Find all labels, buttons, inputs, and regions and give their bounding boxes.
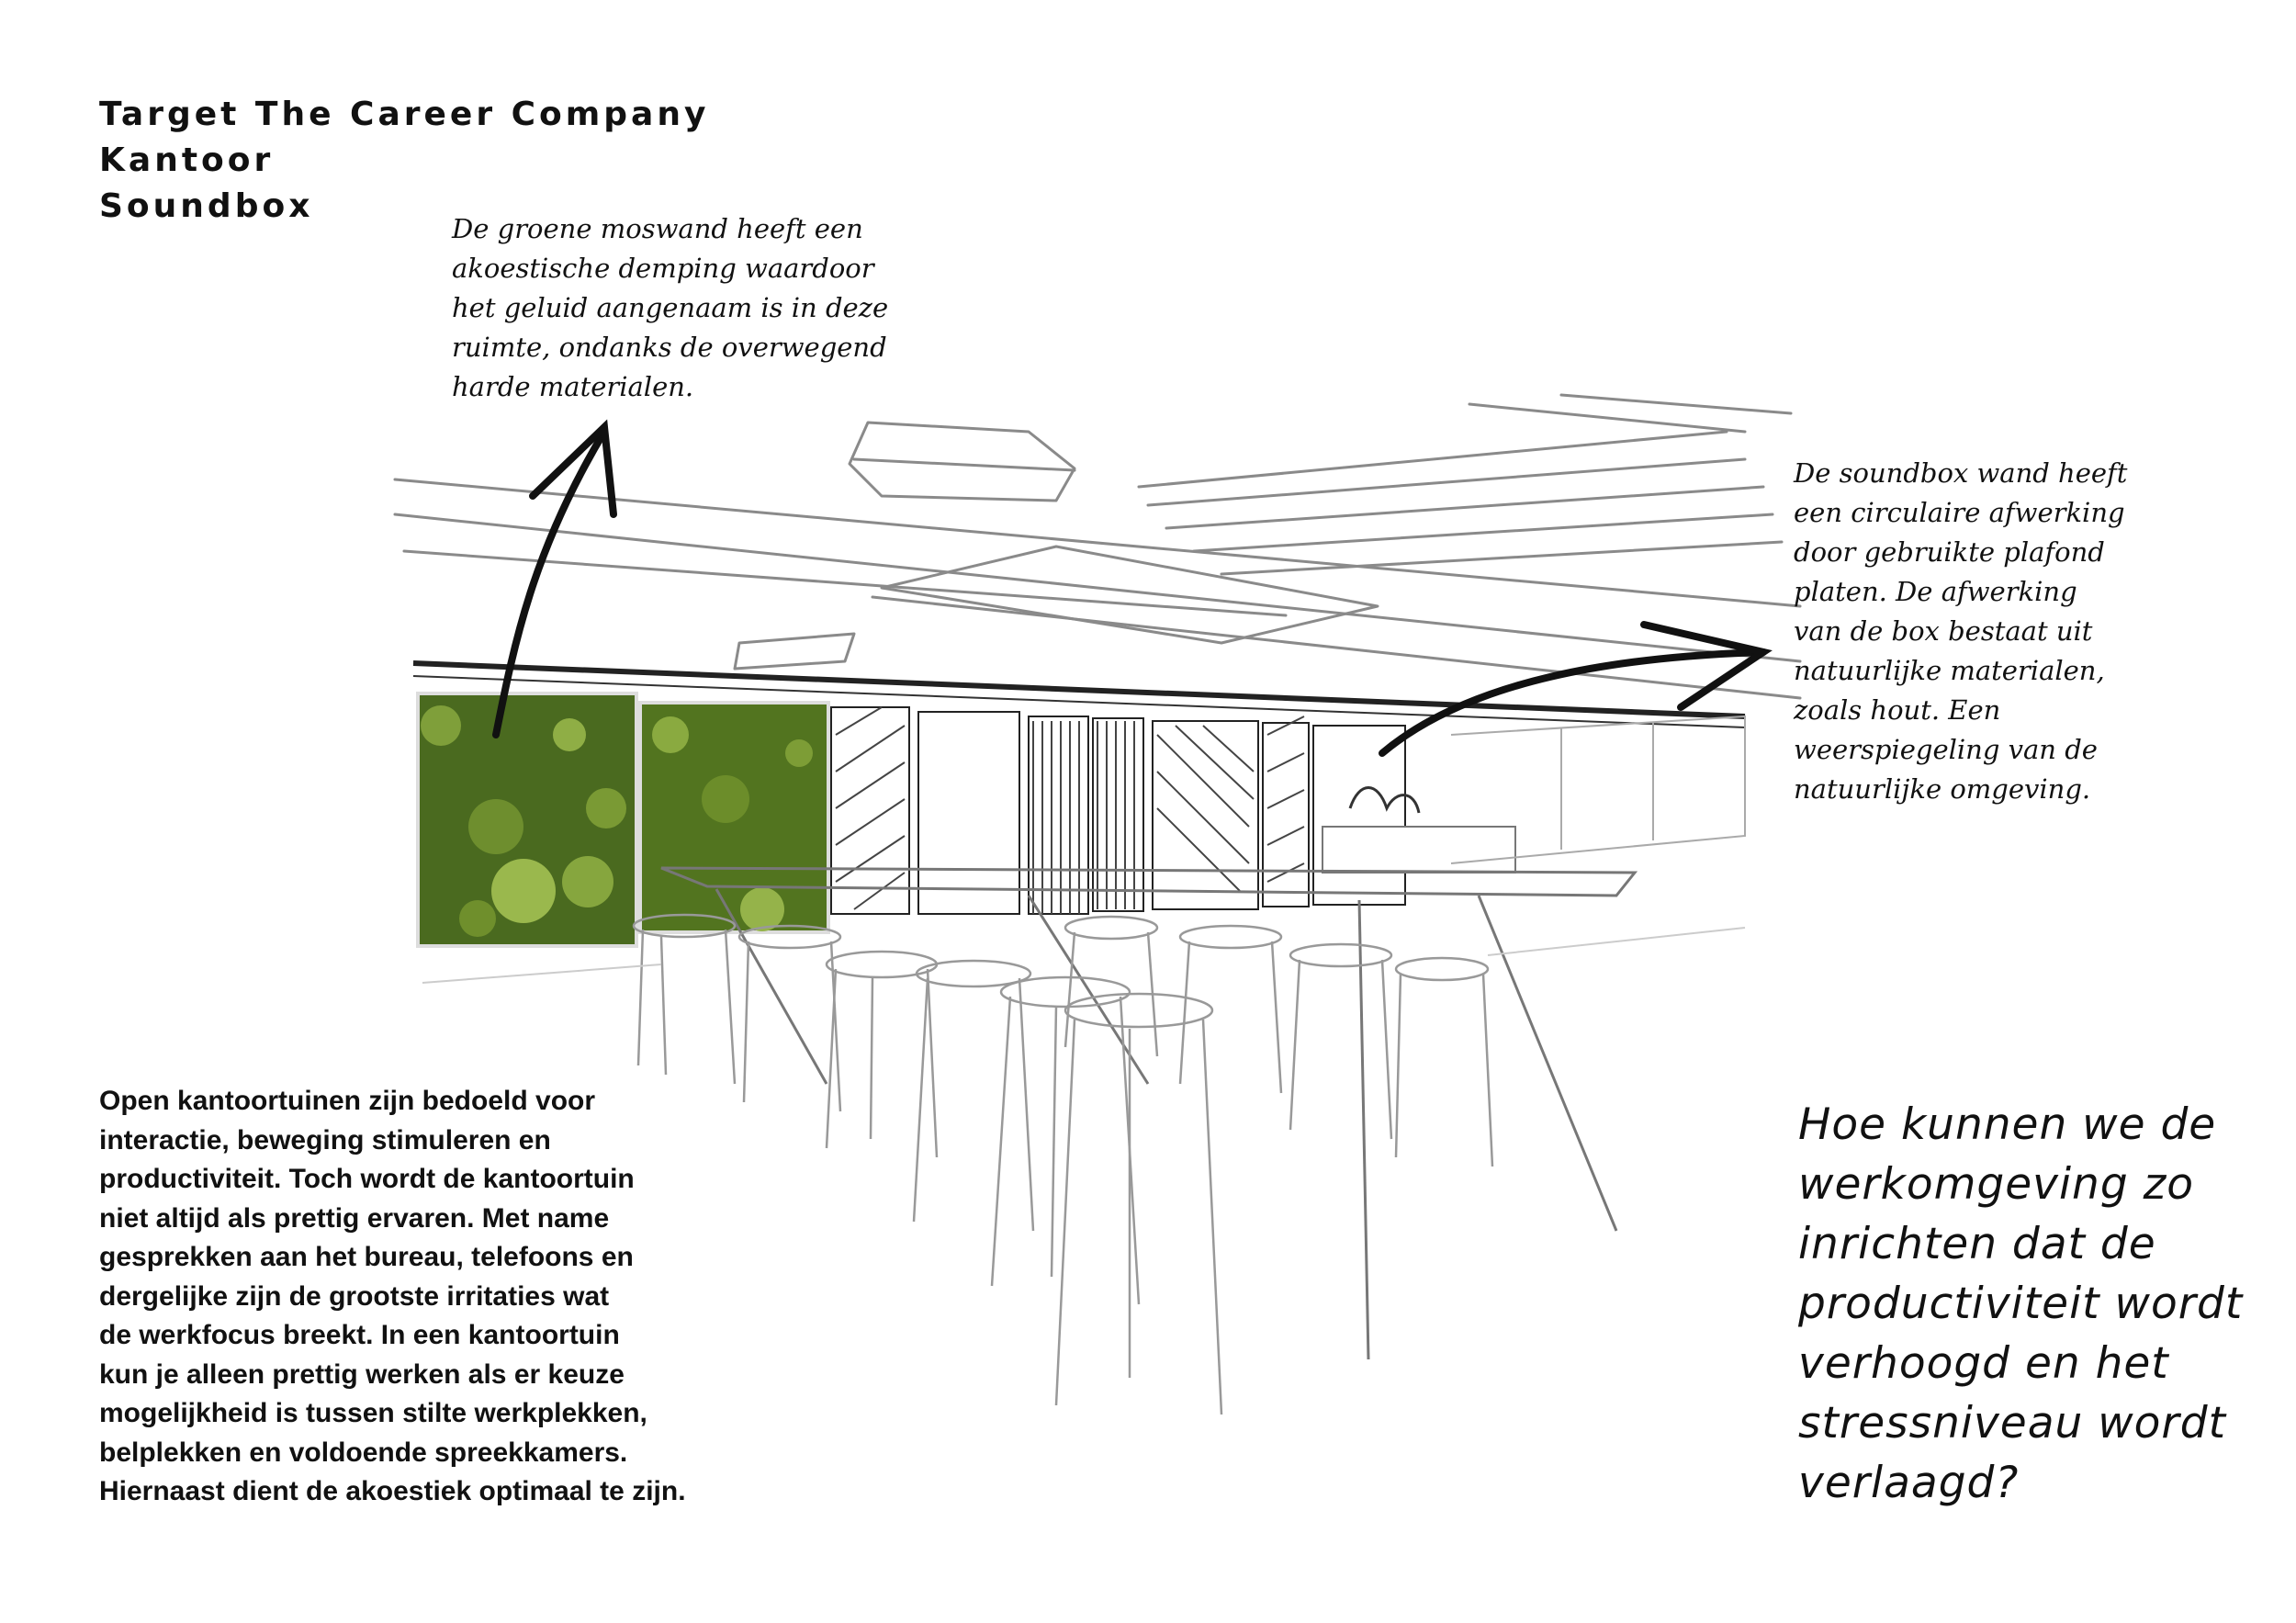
body-line: niet altijd als prettig ervaren. Met name [99, 1202, 610, 1234]
body-paragraph [99, 1082, 686, 1512]
annotation-line: zoals hout. Een [1794, 694, 2001, 726]
annotation-line: harde materialen. [452, 371, 694, 402]
moss-wall [418, 693, 828, 946]
arrow-to-right-note [1382, 625, 1763, 753]
title-soundbox: Soundbox [99, 187, 314, 225]
question-line: stressniveau wordt [1798, 1398, 2227, 1448]
annotation-line: weerspiegeling van de [1794, 734, 2098, 765]
question-line: verlaagd? [1798, 1458, 2020, 1508]
soundbox-annotation [1794, 454, 2271, 809]
body-line: productiviteit. Toch wordt de kantoortuin [99, 1164, 635, 1194]
moss-wall-annotation [452, 209, 966, 407]
question-line: Hoe kunnen we de [1798, 1099, 2217, 1150]
annotation-line: door gebruikte plafond [1794, 536, 2105, 568]
body-line: Open kantoortuinen zijn bedoeld voor [99, 1086, 596, 1116]
question-line: verhoogd en het [1798, 1338, 2169, 1389]
body-line: kun je alleen prettig werken als er keuze [99, 1358, 625, 1390]
question-line: productiviteit wordt [1798, 1279, 2244, 1329]
title-company: Target The Career Company [99, 96, 710, 133]
annotation-line: De soundbox wand heeft [1794, 457, 2128, 489]
annotation-line: akoestische demping waardoor [452, 253, 874, 284]
body-line: interactie, beweging stimuleren en [99, 1124, 551, 1155]
annotation-line: natuurlijke materialen, [1794, 655, 2105, 686]
annotation-line: platen. De afwerking [1794, 576, 2077, 607]
annotation-line: De groene moswand heeft een [452, 213, 863, 244]
arrow-to-left-note [496, 427, 613, 735]
body-line: Hiernaast dient de akoestiek optimaal te zijn. [99, 1476, 686, 1506]
annotation-line: het geluid aangenaam is in deze [452, 292, 889, 323]
title-kantoor: Kantoor [99, 141, 275, 179]
research-question [1798, 1095, 2243, 1513]
annotation-line: natuurlijke omgeving. [1794, 773, 2091, 805]
question-line: inrichten dat de [1798, 1219, 2156, 1269]
annotation-line: van de box bestaat uit [1794, 615, 2093, 647]
body-line: gesprekken aan het bureau, telefoons en [99, 1242, 634, 1272]
body-line: belplekken en voldoende spreekkamers. [99, 1437, 628, 1468]
annotation-line: een circulaire afwerking [1794, 497, 2125, 528]
question-line: werkomgeving zo [1798, 1159, 2195, 1210]
body-line: de werkfocus breekt. In een kantoortuin [99, 1320, 620, 1350]
body-line: mogelijkheid is tussen stilte werkplekken, [99, 1398, 647, 1428]
annotation-line: ruimte, ondanks de overwegend [452, 332, 887, 363]
body-line: dergelijke zijn de grootste irritaties wat [99, 1280, 610, 1312]
